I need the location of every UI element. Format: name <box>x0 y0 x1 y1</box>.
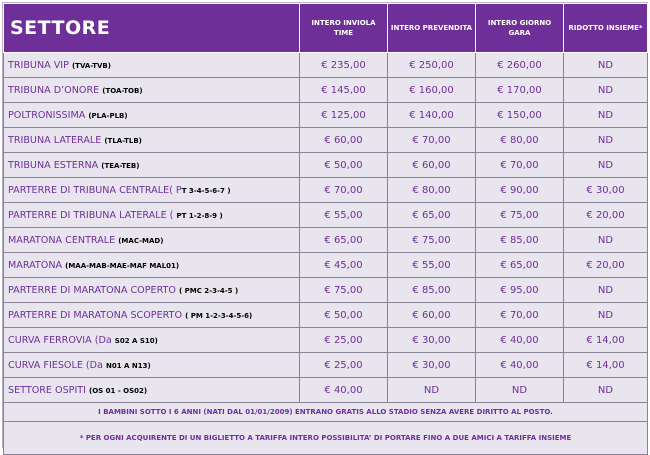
table-row <box>4 253 648 278</box>
sector-code: PT 1-2-8-9 ) <box>176 211 223 220</box>
header-ridotto: RIDOTTO INSIEME* <box>564 4 648 53</box>
sector-code: (TLA-TLB) <box>104 136 142 145</box>
price-table <box>3 3 648 455</box>
sector-name: PARTERRE DI MARATONA SCOPERTO <box>8 309 186 321</box>
price-intero-prevendita: € 70,00 <box>388 128 476 153</box>
price-intero-gara: € 150,00 <box>476 103 564 128</box>
sector-code: (PLA-PLB) <box>88 111 128 120</box>
price-intero-inviola: € 40,00 <box>300 378 388 403</box>
sector-name-cell <box>4 153 300 178</box>
price-intero-prevendita: € 65,00 <box>388 203 476 228</box>
table-row <box>4 53 648 78</box>
price-ridotto: € 20,00 <box>564 253 648 278</box>
table-row <box>4 178 648 203</box>
sector-code: (TVA-TVB) <box>71 61 111 70</box>
price-intero-gara: € 260,00 <box>476 53 564 78</box>
price-intero-inviola: € 50,00 <box>300 303 388 328</box>
price-intero-prevendita: € 30,00 <box>388 328 476 353</box>
price-ridotto: ND <box>564 53 648 78</box>
price-intero-inviola: € 25,00 <box>300 328 388 353</box>
price-intero-inviola: € 45,00 <box>300 253 388 278</box>
table-row <box>4 78 648 103</box>
sector-name-cell <box>4 278 300 303</box>
price-intero-inviola: € 60,00 <box>300 128 388 153</box>
sector-name: CURVA FERROVIA (Da <box>8 334 115 346</box>
sector-name-cell <box>4 228 300 253</box>
sector-code: ( PM 1-2-3-4-5-6) <box>185 311 253 320</box>
price-ridotto: ND <box>564 303 648 328</box>
table-row <box>4 278 648 303</box>
sector-name: TRIBUNA D’ONORE <box>8 84 103 96</box>
price-intero-prevendita: € 140,00 <box>388 103 476 128</box>
price-intero-inviola: € 235,00 <box>300 53 388 78</box>
price-intero-inviola: € 145,00 <box>300 78 388 103</box>
sector-name: TRIBUNA VIP <box>8 59 72 71</box>
sector-code: (MAC-MAD) <box>118 236 164 245</box>
sector-name-cell <box>4 128 300 153</box>
note-ridotto: * PER OGNI ACQUIRENTE DI UN BIGLIETTO A TARIFFA INTERO POSSIBILITA’ DI PORTARE FINO A DUE AMICI A TARIFFA INSIEME <box>4 422 648 455</box>
price-intero-gara: € 40,00 <box>476 353 564 378</box>
price-intero-gara: € 40,00 <box>476 328 564 353</box>
table-row <box>4 203 648 228</box>
sector-name: TRIBUNA LATERALE <box>8 134 105 146</box>
price-intero-gara: € 170,00 <box>476 78 564 103</box>
price-ridotto: € 14,00 <box>564 353 648 378</box>
table-row <box>4 378 648 403</box>
sector-name-cell <box>4 353 300 378</box>
price-intero-prevendita: € 85,00 <box>388 278 476 303</box>
note-bambini: I BAMBINI SOTTO I 6 ANNI (NATI DAL 01/01/2009) ENTRANO GRATIS ALLO STADIO SENZA AVERE DIRITTO AL POSTO. <box>4 403 648 422</box>
sector-code: (OS 01 - OS02) <box>89 386 148 395</box>
sector-name-cell <box>4 378 300 403</box>
table-row <box>4 153 648 178</box>
price-intero-prevendita: € 250,00 <box>388 53 476 78</box>
price-ridotto: ND <box>564 103 648 128</box>
sector-name: MARATONA CENTRALE <box>8 234 119 246</box>
sector-name-cell <box>4 53 300 78</box>
table-row <box>4 303 648 328</box>
sector-name: PARTERRE DI TRIBUNA CENTRALE( P <box>8 184 182 196</box>
header-intero-prevendita: INTERO PREVENDITA <box>388 4 476 53</box>
price-intero-inviola: € 70,00 <box>300 178 388 203</box>
price-intero-inviola: € 50,00 <box>300 153 388 178</box>
sector-name: TRIBUNA ESTERNA <box>8 159 102 171</box>
price-intero-prevendita: € 160,00 <box>388 78 476 103</box>
sector-code: ( PMC 2-3-4-5 ) <box>179 286 239 295</box>
price-ridotto: ND <box>564 228 648 253</box>
header-intero-gara: INTERO GIORNO GARA <box>476 4 564 53</box>
price-intero-gara: € 75,00 <box>476 203 564 228</box>
price-intero-gara: € 80,00 <box>476 128 564 153</box>
sector-code: (MAA-MAB-MAE-MAF MAL01) <box>65 261 180 270</box>
header-intero-inviola: INTERO INVIOLA TIME <box>300 4 388 53</box>
sector-name-cell <box>4 178 300 203</box>
price-intero-inviola: € 65,00 <box>300 228 388 253</box>
sector-code: S02 A S10) <box>114 336 158 345</box>
price-ridotto: ND <box>564 78 648 103</box>
sector-name-cell <box>4 303 300 328</box>
sector-name: SETTORE OSPITI <box>8 384 90 396</box>
price-intero-prevendita: € 60,00 <box>388 303 476 328</box>
sector-name: PARTERRE DI MARATONA COPERTO <box>8 284 179 296</box>
table-row <box>4 103 648 128</box>
price-intero-prevendita: ND <box>388 378 476 403</box>
price-ridotto: € 20,00 <box>564 203 648 228</box>
price-intero-inviola: € 75,00 <box>300 278 388 303</box>
sector-name-cell <box>4 328 300 353</box>
price-intero-prevendita: € 60,00 <box>388 153 476 178</box>
sector-name: PARTERRE DI TRIBUNA LATERALE ( <box>8 209 177 221</box>
sector-code: N01 A N13) <box>106 361 151 370</box>
table-row <box>4 353 648 378</box>
price-intero-inviola: € 55,00 <box>300 203 388 228</box>
price-intero-inviola: € 125,00 <box>300 103 388 128</box>
price-intero-prevendita: € 80,00 <box>388 178 476 203</box>
price-intero-gara: € 70,00 <box>476 303 564 328</box>
price-intero-gara: ND <box>476 378 564 403</box>
table-row <box>4 328 648 353</box>
price-ridotto: ND <box>564 278 648 303</box>
price-intero-prevendita: € 30,00 <box>388 353 476 378</box>
price-intero-prevendita: € 75,00 <box>388 228 476 253</box>
price-intero-gara: € 95,00 <box>476 278 564 303</box>
sector-name: CURVA FIESOLE (Da <box>8 359 106 371</box>
sector-name-cell <box>4 203 300 228</box>
price-intero-gara: € 85,00 <box>476 228 564 253</box>
sector-name-cell <box>4 103 300 128</box>
price-ridotto: ND <box>564 378 648 403</box>
sector-code: T 3-4-5-6-7 ) <box>181 186 231 195</box>
price-ridotto: ND <box>564 153 648 178</box>
table-row <box>4 128 648 153</box>
sector-code: (TEA-TEB) <box>101 161 140 170</box>
note-row <box>4 403 648 422</box>
price-ridotto: € 30,00 <box>564 178 648 203</box>
header-row <box>4 4 648 53</box>
price-intero-prevendita: € 55,00 <box>388 253 476 278</box>
sector-name: MARATONA <box>8 259 66 271</box>
price-intero-gara: € 90,00 <box>476 178 564 203</box>
header-settore: SETTORE <box>4 4 300 53</box>
price-ridotto: ND <box>564 128 648 153</box>
sector-name-cell <box>4 253 300 278</box>
sector-code: (TOA-TOB) <box>102 86 143 95</box>
price-intero-gara: € 65,00 <box>476 253 564 278</box>
sector-name-cell <box>4 78 300 103</box>
sector-name: POLTRONISSIMA <box>8 109 89 121</box>
price-intero-gara: € 70,00 <box>476 153 564 178</box>
price-ridotto: € 14,00 <box>564 328 648 353</box>
table-row <box>4 228 648 253</box>
price-intero-inviola: € 25,00 <box>300 353 388 378</box>
